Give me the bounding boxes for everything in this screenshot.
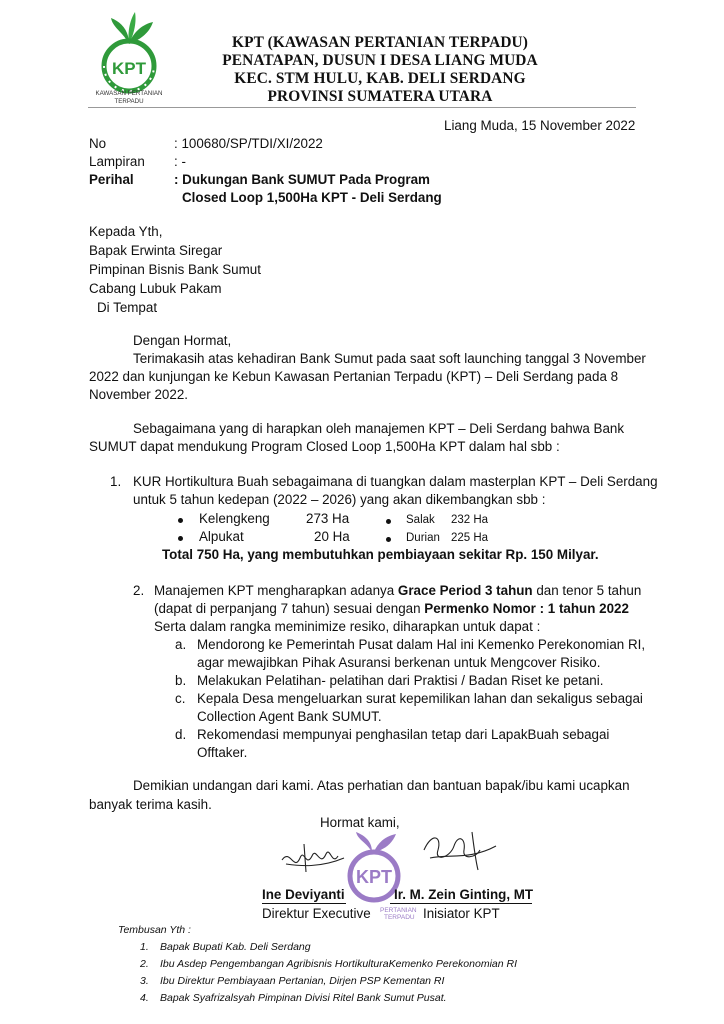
crop-area: 20 Ha	[314, 529, 350, 544]
crop-area: 232 Ha	[451, 514, 489, 526]
bullet-icon	[386, 537, 391, 542]
item-1-line-2: untuk 5 tahun kedepan (2022 – 2026) yang akan dikembangkan sbb :	[133, 492, 546, 507]
sub-item-line: Rekomendasi mempunyai penghasilan tetap dari LapakBuah sebagai	[197, 727, 610, 742]
cc-item: Ibu Direktur Pembiayaan Pertanian, Dirjen PSP Kementan RI	[160, 975, 445, 987]
sub-item-letter: a.	[175, 637, 187, 652]
salutation: Dengan Hormat,	[133, 333, 232, 348]
signer-2-name: Ir. M. Zein Ginting, MT	[394, 887, 534, 902]
sub-item-letter: d.	[175, 727, 187, 742]
item-1-line-1: KUR Hortikultura Buah sebagaimana di tuangkan dalam masterplan KPT – Deli Serdang	[133, 474, 658, 489]
grace-period-text: Grace Period 3 tahun	[397, 583, 533, 598]
item-2-line-2	[154, 601, 629, 616]
item-1-total: Total 750 Ha, yang membutuhkan pembiayaan sekitar Rp. 150 Milyar.	[162, 547, 599, 562]
crop-name: Salak	[406, 514, 435, 526]
permenko-text: Permenko Nomor : 1 tahun 2022	[424, 601, 629, 616]
bullet-icon	[178, 536, 183, 541]
lampiran-value: : -	[174, 154, 186, 169]
logo-caption-2: TERPADU	[114, 98, 144, 105]
recipient-branch: Cabang Lubuk Pakam	[89, 281, 222, 296]
org-name: KPT (KAWASAN PERTANIAN TERPADU)	[232, 34, 528, 51]
signer-2-underline	[390, 903, 532, 904]
sub-item-letter: c.	[175, 691, 186, 706]
item-2-text: Manajemen KPT mengharapkan adanya	[154, 583, 398, 598]
crop-area: 273 Ha	[306, 511, 350, 526]
sub-item-line: Mendorong ke Pemerintah Pusat dalam Hal ini Kemenko Perekonomian RI,	[197, 637, 646, 652]
kpt-logo	[83, 10, 175, 106]
no-value: : 100680/SP/TDI/XI/2022	[174, 136, 323, 151]
perihal-value: : Dukungan Bank SUMUT Pada Program	[174, 172, 430, 187]
cc-item: Bapak Bupati Kab. Deli Serdang	[160, 941, 311, 953]
sub-item-line: Offtaker.	[197, 745, 248, 760]
recipient-name: Bapak Erwinta Siregar	[89, 243, 223, 258]
sub-item-letter: b.	[175, 673, 187, 688]
logo-text: KPT	[112, 59, 146, 78]
recipient-position: Pimpinan Bisnis Bank Sumut	[89, 262, 261, 277]
crop-name: Durian	[406, 532, 440, 544]
paragraph-2-line-2: SUMUT dapat mendukung Program Closed Loop 1,500Ha KPT dalam hal sbb :	[89, 439, 560, 454]
letterhead	[0, 0, 724, 110]
place-date: Liang Muda, 15 November 2022	[444, 118, 636, 133]
recipient-greeting: Kepada Yth,	[89, 224, 163, 239]
recipient-place: Di Tempat	[97, 300, 158, 315]
letterhead-rule	[88, 107, 636, 108]
item-2-text: (dapat di perpanjang 7 tahun) sesuai dengan	[154, 601, 425, 616]
org-address-2: KEC. STM HULU, KAB. DELI SERDANG	[234, 70, 526, 87]
perihal-value-2: Closed Loop 1,500Ha KPT - Deli Serdang	[182, 190, 442, 205]
paragraph-1-line-2: 2022 dan kunjungan ke Kebun Kawasan Pertanian Terpadu (KPT) – Deli Serdang pada 8	[89, 369, 619, 384]
stamp-text: KPT	[356, 867, 392, 887]
item-2-line-1	[154, 583, 641, 598]
paragraph-1-line-1: Terimakasih atas kehadiran Bank Sumut pada saat soft launching tanggal 3 November	[133, 351, 646, 366]
cc-title: Tembusan Yth :	[118, 924, 191, 936]
cc-item: Ibu Asdep Pengembangan Agribisnis HortikulturaKemenko Perekonomian RI	[160, 958, 518, 970]
signer-2-role: Inisiator KPT	[423, 906, 500, 921]
signer-1-underline	[262, 903, 346, 904]
org-address-1: PENATAPAN, DUSUN I DESA LIANG MUDA	[222, 52, 538, 69]
crop-area: 225 Ha	[451, 532, 489, 544]
signer-1-role: Direktur Executive	[262, 906, 371, 921]
crop-name: Kelengkeng	[199, 511, 270, 526]
item-1-number: 1.	[110, 474, 122, 489]
cc-number: 1.	[140, 941, 149, 953]
crop-name: Alpukat	[199, 529, 244, 544]
stamp-caption: PERTANIAN	[380, 907, 417, 914]
regards: Hormat kami,	[320, 815, 400, 830]
cc-number: 3.	[140, 975, 149, 987]
signature-right	[420, 828, 500, 874]
item-2-number: 2.	[133, 583, 145, 598]
sub-item-line: Melakukan Pelatihan- pelatihan dari Praktisi / Badan Riset ke petani.	[197, 673, 604, 688]
logo-caption: KAWASAN PERTANIAN	[95, 90, 163, 97]
org-address-3: PROVINSI SUMATERA UTARA	[267, 88, 493, 105]
stamp-caption-2: TERPADU	[384, 914, 415, 921]
sub-item-line: agar mewajibkan Pihak Asuransi berkenan untuk Mengcover Risiko.	[197, 655, 601, 670]
item-2-line-3: Serta dalam rangka meminimize resiko, diharapkan untuk dapat :	[154, 619, 541, 634]
paragraph-1-line-3: November 2022.	[89, 387, 188, 402]
closing-line-2: banyak terima kasih.	[89, 797, 212, 812]
bullet-icon	[386, 519, 391, 524]
sub-item-line: Kepala Desa mengeluarkan surat kepemilikan lahan dan sekaligus sebagai	[197, 691, 643, 706]
cc-item: Bapak Syafrizalsyah Pimpinan Divisi Ritel Bank Sumut Pusat.	[160, 992, 447, 1004]
closing-line-1: Demikian undangan dari kami. Atas perhatian dan bantuan bapak/ibu kami ucapkan	[133, 778, 630, 793]
paragraph-2-line-1: Sebagaimana yang di harapkan oleh manajemen KPT – Deli Serdang bahwa Bank	[133, 421, 625, 436]
no-label: No	[89, 136, 107, 151]
bullet-icon	[178, 518, 183, 523]
signer-1-name: Ine Deviyanti	[262, 887, 345, 902]
cc-number: 2.	[140, 958, 149, 970]
item-2-text: dan tenor 5 tahun	[532, 583, 642, 598]
signature-left	[280, 838, 350, 878]
sub-item-line: Collection Agent Bank SUMUT.	[197, 709, 382, 724]
cc-number: 4.	[140, 992, 149, 1004]
lampiran-label: Lampiran	[89, 154, 145, 169]
perihal-label: Perihal	[89, 172, 134, 187]
